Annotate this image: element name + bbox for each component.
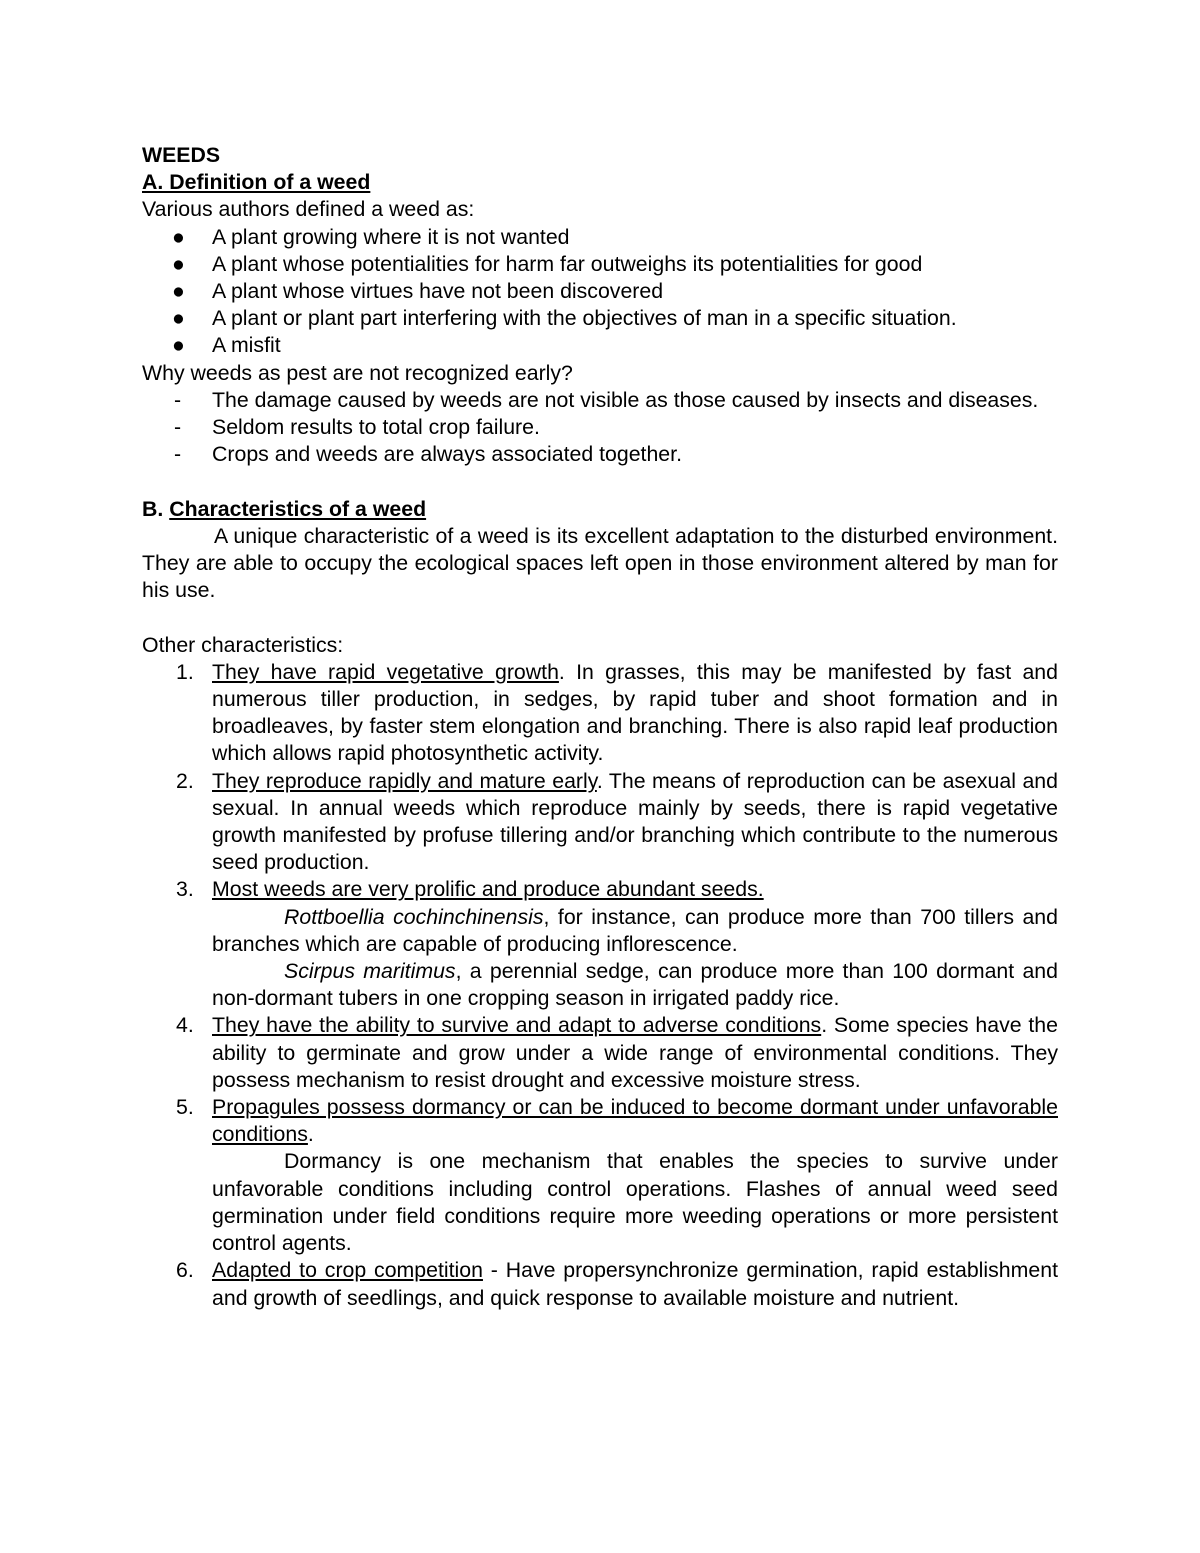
dormancy-paragraph: Dormancy is one mechanism that enables the species to survive under unfavorable conditions including control operations. Flashes of annual weed seed germination under field conditions require more weeding operations or more persistent control agents. bbox=[212, 1149, 1058, 1256]
bullet-icon: ● bbox=[172, 306, 185, 331]
document-page bbox=[142, 142, 1058, 1312]
bullet-icon: ● bbox=[172, 333, 185, 358]
item-number: 1. bbox=[176, 659, 194, 684]
section-a-question: Why weeds as pest are not recognized early? bbox=[142, 360, 573, 385]
section-a-heading: A. Definition of a weed bbox=[142, 170, 371, 195]
reason-item: - The damage caused by weeds are not visible as those caused by insects and diseases. bbox=[142, 387, 1058, 414]
definition-item: ● A plant whose virtues have not been discovered bbox=[142, 278, 1058, 305]
characteristic-item: 6. Adapted to crop competition - Have propersynchronize germination, rapid establishment and growth of seedlings, and quick response to available moisture and nutrient. bbox=[176, 1258, 1058, 1310]
spacer bbox=[142, 468, 1058, 495]
item-number: 6. bbox=[176, 1258, 194, 1283]
spacer bbox=[142, 604, 1058, 631]
definition-item: ● A plant growing where it is not wanted bbox=[142, 224, 1058, 251]
other-characteristics-label: Other characteristics: bbox=[142, 632, 344, 657]
item-number: 4. bbox=[176, 1013, 194, 1038]
characteristic-item: 5. Propagules possess dormancy or can be induced to become dormant under unfavorable conditions. Dormancy is one mechanism that enables the species to survive under unfavorable conditions including control operations. Flashes of annual weed seed germination under field conditions require more weeding operations or more persistent control agents. bbox=[142, 1094, 1058, 1257]
item-number: 5. bbox=[176, 1095, 194, 1120]
document-title: WEEDS bbox=[142, 143, 221, 167]
characteristic-item: 3. Most weeds are very prolific and produce abundant seeds. Rottboellia cochinchinensis, for instance, can produce more than 700 tillers and branches which are capable of producing inflorescence. Scirpus maritimus, a perennial sedge, can produce more than 100 dormant and non-dormant tubers in one cropping season in irrigated paddy rice. bbox=[142, 876, 1058, 1012]
dash-icon: - bbox=[174, 387, 182, 412]
item-number: 3. bbox=[176, 877, 194, 902]
reason-item: - Seldom results to total crop failure. bbox=[142, 414, 1058, 441]
bullet-icon: ● bbox=[172, 224, 185, 249]
section-a-intro: Various authors defined a weed as: bbox=[142, 197, 475, 222]
characteristic-item: 2. They reproduce rapidly and mature early. The means of reproduction can be asexual and sexual. In annual weeds which reproduce mainly by seeds, there is rapid vegetative growth manifested by profuse tillering and/or branching which contribute to the numerous seed production. bbox=[176, 768, 1058, 875]
section-b-paragraph: A unique characteristic of a weed is its excellent adaptation to the disturbed environment. They are able to occupy the ecological spaces left open in those environment altered by man for his use. bbox=[142, 523, 1058, 603]
definition-list bbox=[142, 224, 1058, 360]
characteristic-item: 1. They have rapid vegetative growth. In grasses, this may be manifested by fast and numerous tiller production, in sedges, by rapid tuber and shoot formation and in broadleaves, by faster stem elongation and branching. There is also rapid leaf production which allows rapid photosynthetic activity. bbox=[176, 659, 1058, 766]
example-paragraph: Rottboellia cochinchinensis, for instance, can produce more than 700 tillers and branches which are capable of producing inflorescence. bbox=[212, 904, 1058, 956]
reason-item: - Crops and weeds are always associated together. bbox=[142, 441, 1058, 468]
section-b-heading: B. Characteristics of a weed bbox=[142, 496, 427, 521]
definition-item: ● A misfit bbox=[142, 332, 1058, 359]
reasons-list bbox=[142, 387, 1058, 469]
dash-icon: - bbox=[174, 415, 182, 440]
item-number: 2. bbox=[176, 768, 194, 793]
characteristics-list bbox=[142, 659, 1058, 1312]
characteristic-item: 4. They have the ability to survive and adapt to adverse conditions. Some species have the ability to germinate and grow under a wide range of environmental conditions. They possess mechanism to resist drought and excessive moisture stress. bbox=[176, 1013, 1058, 1092]
definition-item: ● A plant whose potentialities for harm far outweighs its potentialities for good bbox=[142, 251, 1058, 278]
bullet-icon: ● bbox=[172, 279, 185, 304]
example-paragraph: Scirpus maritimus, a perennial sedge, can produce more than 100 dormant and non-dormant tubers in one cropping season in irrigated paddy rice. bbox=[212, 959, 1058, 1011]
definition-item: ● A plant or plant part interfering with the objectives of man in a specific situation. bbox=[142, 305, 1058, 332]
dash-icon: - bbox=[174, 442, 182, 467]
bullet-icon: ● bbox=[172, 251, 185, 276]
